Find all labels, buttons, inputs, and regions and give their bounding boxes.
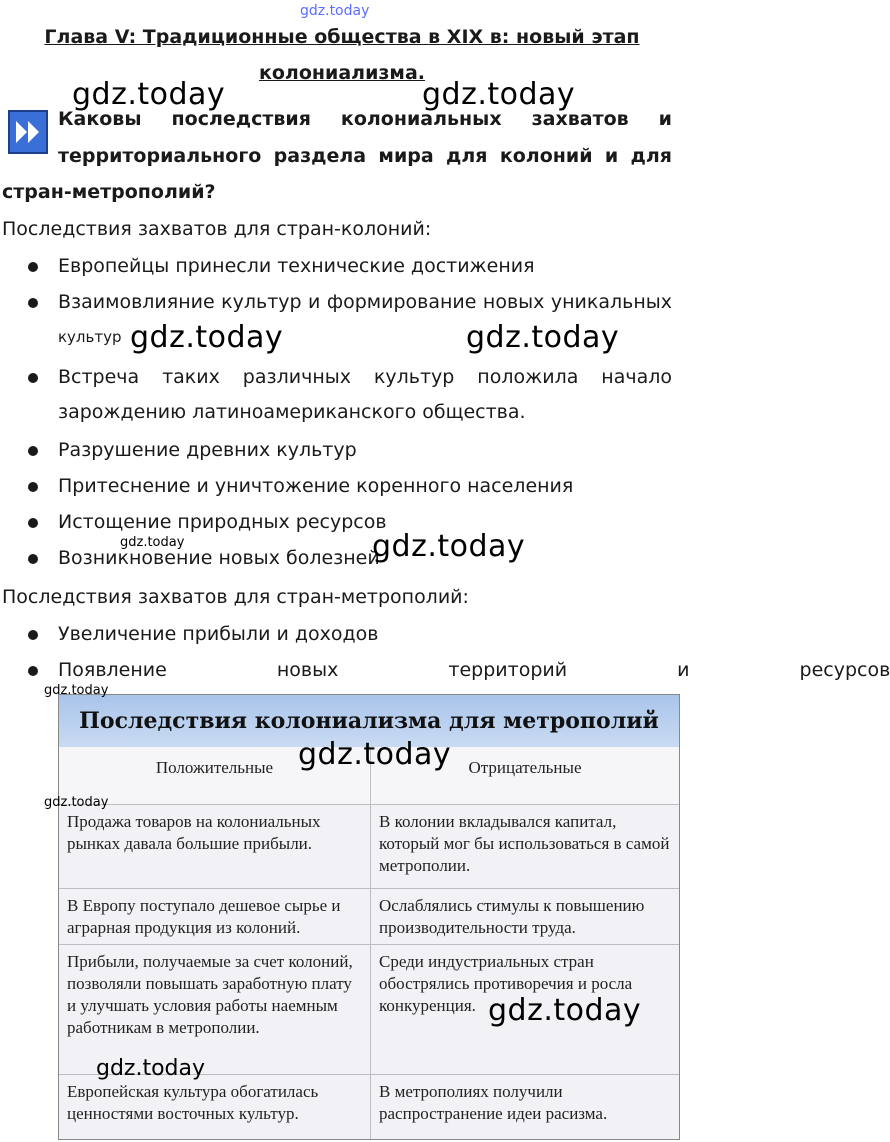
list-item: Появление новых территорий и ресурсов [58, 659, 890, 681]
list-item: Возникновение новых болезней [58, 547, 380, 569]
bullet-icon [28, 446, 38, 456]
table-header-positive: Положительные [59, 747, 370, 805]
watermark: gdz.today [72, 77, 226, 112]
watermark: gdz.today [130, 320, 284, 355]
list-item: Истощение природных ресурсов [58, 511, 387, 533]
bullet-icon [28, 630, 38, 640]
table-cell: Европейская культура обогатилась ценностями восточных культур. [59, 1075, 370, 1139]
list-item: Европейцы принесли технические достижения [58, 255, 535, 277]
table-title: Последствия колониализма для метрополий [59, 695, 679, 747]
watermark-top: gdz.today [300, 3, 370, 19]
list-item: Притеснение и уничтожение коренного населения [58, 475, 574, 497]
chapter-title-line1: Глава V: Традиционные общества в XIX в: новый этап [44, 26, 640, 48]
watermark: gdz.today [298, 737, 452, 772]
table-cell: В метрополиях получили распространение идеи расизма. [370, 1075, 679, 1139]
table-cell: Прибыли, получаемые за счет колоний, позволяли повышать заработную плату и улучшать условия работы наемным работникам в метрополии. [59, 945, 370, 1075]
table-cell: Ослаблялись стимулы к повышению производительности труда. [370, 889, 679, 945]
table-cell: В Европу поступало дешевое сырье и аграрная продукция из колоний. [59, 889, 370, 945]
watermark: gdz.today [466, 320, 620, 355]
table-cell: Продажа товаров на колониальных рынках давала большие прибыли. [59, 805, 370, 889]
bullet-icon [28, 298, 38, 308]
watermark: gdz.today [120, 535, 185, 550]
list-item: Встреча таких различных культур положила начало [58, 366, 672, 388]
list-item: Взаимовлияние культур и формирование новых уникальных [58, 291, 672, 313]
question-line1: Каковы последствия колониальных захватов и [58, 108, 672, 130]
bullet-icon [28, 666, 38, 676]
watermark: gdz.today [488, 993, 642, 1028]
watermark: gdz.today [44, 683, 109, 698]
bullet-icon [28, 554, 38, 564]
table-cell: В колонии вкладывался капитал, который мог бы использоваться в самой метрополии. [370, 805, 679, 889]
colonies-heading: Последствия захватов для стран-колоний: [2, 218, 432, 240]
chapter-title-line2: колониализма. [258, 62, 426, 84]
bullet-icon [28, 518, 38, 528]
question-line2: территориального раздела мира для колоний и для [58, 145, 672, 167]
watermark: gdz.today [96, 1056, 206, 1081]
table-cell: Среди индустриальных стран обострялись противоречия и росла конкуренция. [370, 945, 679, 1075]
watermark: gdz.today [44, 795, 109, 810]
bullet-icon [28, 262, 38, 272]
bullet-icon [28, 482, 38, 492]
fast-forward-icon [8, 110, 48, 154]
table-header-negative: Отрицательные [370, 747, 679, 805]
watermark: gdz.today [422, 77, 576, 112]
watermark: gdz.today [372, 529, 526, 564]
bullet-icon [28, 373, 38, 383]
list-item-continued: зарождению латиноамериканского общества. [58, 401, 526, 423]
list-item: Увеличение прибыли и доходов [58, 623, 379, 645]
metropolies-heading: Последствия захватов для стран-метрополий: [2, 586, 469, 608]
list-item: Разрушение древних культур [58, 439, 357, 461]
list-item-continued: культур [58, 328, 122, 346]
question-line3: стран-метрополий? [2, 181, 216, 203]
